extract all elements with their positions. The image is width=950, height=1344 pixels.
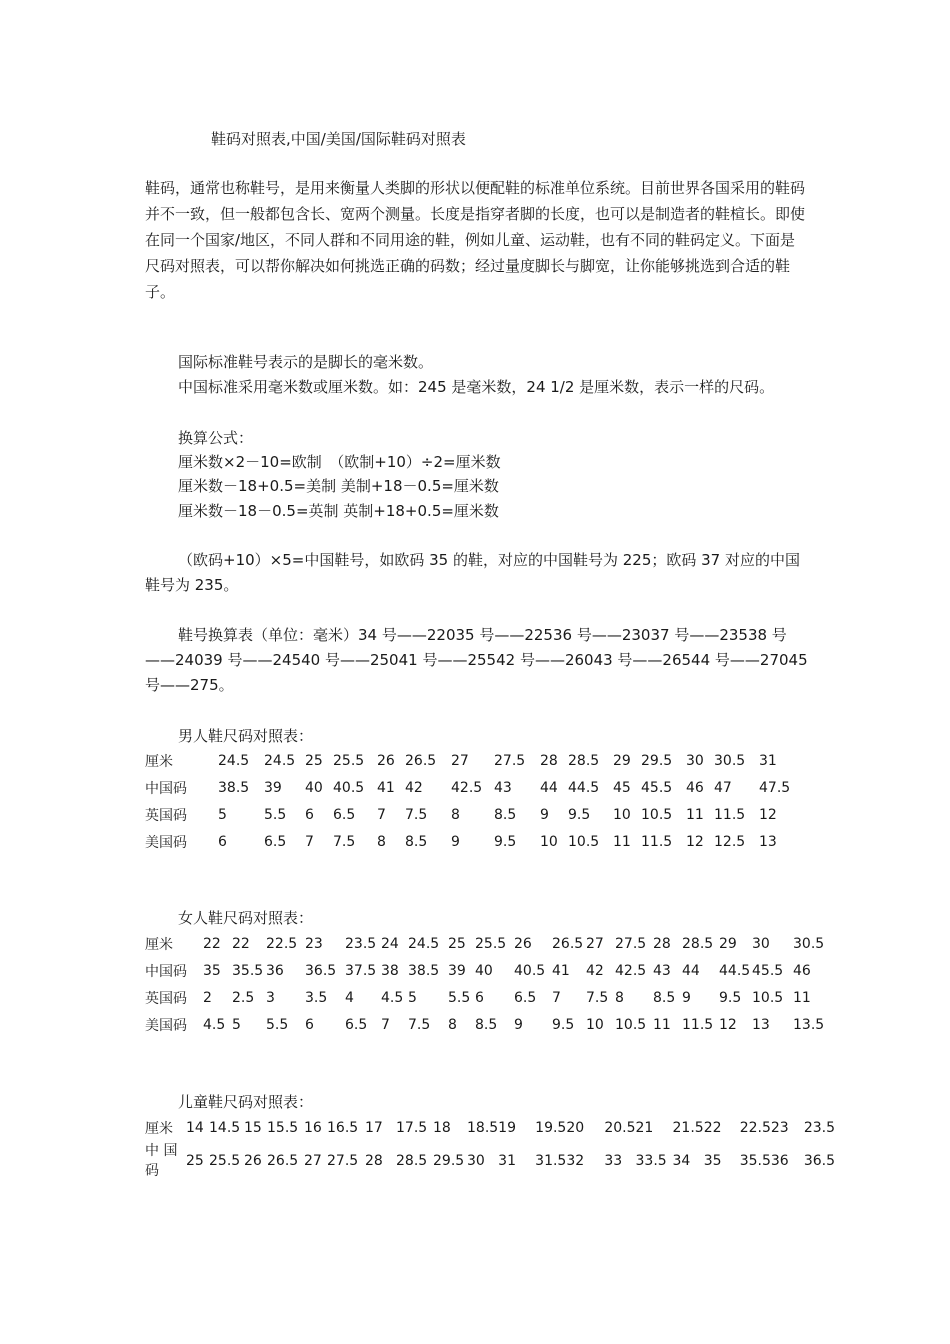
- women-size-table: [145, 930, 825, 1038]
- table-cell: 44.5: [568, 779, 600, 796]
- table-cell: 6: [218, 833, 227, 850]
- table-cell: 30: [752, 935, 770, 952]
- table-cell: 18.5: [467, 1119, 499, 1136]
- table-cell: 7.5: [408, 1016, 431, 1033]
- table-cell: 25: [186, 1153, 204, 1169]
- table-cell: 35.5: [739, 1153, 771, 1169]
- formula-line-1: 厘米数×2－10=欧制 （欧制+10）÷2=厘米数: [178, 453, 501, 471]
- table-cell: 19.5: [535, 1119, 567, 1136]
- row-label: 英国码: [145, 990, 187, 1007]
- intro-paragraph: 鞋码，通常也称鞋号，是用来衡量人类脚的形状以便配鞋的标准单位系统。目前世界各国采用的鞋码并不一致，但一般都包含长、宽两个测量。长度是指穿者脚的长度，也可以是制造者的鞋楦长。即使在同一个国家/地区，不同人群和不同用途的鞋，例如儿童、运动鞋，也有不同的鞋码定义。下面是尺码对照表，可以帮你解决如何挑选正确的码数；经过量度脚长与脚宽，让你能够挑选到合适的鞋子。: [145, 179, 806, 301]
- table-cell: 4: [345, 989, 354, 1006]
- table-cell: 42.5: [615, 962, 647, 979]
- table-cell: 24.5: [408, 935, 440, 952]
- table-cell: 2: [203, 989, 212, 1006]
- table-cell: 26: [514, 935, 532, 952]
- table-cell: 6: [305, 806, 314, 823]
- table-cell: 8: [451, 806, 460, 823]
- table-cell: 3.5: [305, 989, 328, 1006]
- table-cell: 27: [304, 1153, 322, 1169]
- table-cell: 22: [203, 935, 221, 952]
- table-cell: 4.5: [381, 989, 404, 1006]
- table-row: [145, 1114, 835, 1141]
- table-cell: 33: [604, 1153, 623, 1169]
- table-cell: 6: [475, 989, 484, 1006]
- table-cell: 11.5: [714, 806, 746, 823]
- table-cell: 13.5: [793, 1016, 825, 1033]
- table-cell: 23: [305, 935, 323, 952]
- table-cell: 23.5: [803, 1119, 836, 1136]
- table-cell: 12: [759, 806, 777, 823]
- table-row: [145, 930, 825, 957]
- table-cell: 11: [613, 833, 631, 850]
- row-label: 英国码: [145, 807, 187, 824]
- table-cell: 16: [304, 1119, 322, 1136]
- women-table-heading: 女人鞋尺码对照表：: [178, 909, 314, 927]
- table-cell: 35: [203, 962, 221, 979]
- table-cell: 25: [305, 752, 323, 769]
- table-cell: 26: [244, 1153, 262, 1169]
- table-cell: 11: [686, 806, 704, 823]
- table-cell: 9: [514, 1016, 523, 1033]
- row-label: 美国码: [145, 834, 187, 851]
- table-cell: 42: [405, 779, 423, 796]
- table-cell: 28: [540, 752, 558, 769]
- table-cell: 41: [377, 779, 395, 796]
- table-cell: 17.5: [396, 1119, 428, 1136]
- table-cell: 8.5: [494, 806, 517, 823]
- table-cell: 7.5: [586, 989, 609, 1006]
- table-cell: 8.5: [653, 989, 676, 1006]
- table-row: [145, 984, 825, 1011]
- table-cell: 29: [719, 935, 737, 952]
- table-cell: 13: [752, 1016, 770, 1033]
- table-cell: 27.5: [494, 752, 526, 769]
- table-row: [145, 747, 790, 774]
- table-cell: 27: [586, 935, 604, 952]
- cn-standard-line: 中国标准采用毫米数或厘米数。如：245 是毫米数，24 1/2 是厘米数，表示一样的尺码。: [178, 378, 775, 396]
- table-cell: 35: [703, 1153, 722, 1169]
- intl-standard-line: 国际标准鞋号表示的是脚长的毫米数。: [178, 353, 434, 371]
- table-cell: 45.5: [641, 779, 673, 796]
- table-cell: 17: [365, 1119, 383, 1136]
- formula-heading: 换算公式：: [178, 429, 254, 447]
- table-cell: 5.5: [266, 1016, 289, 1033]
- row-label: 厘米: [145, 1120, 173, 1137]
- table-cell: 7: [552, 989, 561, 1006]
- row-label: 中国码: [145, 963, 187, 980]
- table-row: [145, 1011, 825, 1038]
- table-cell: 32: [566, 1153, 585, 1169]
- table-cell: 31: [498, 1153, 516, 1169]
- table-cell: 40: [475, 962, 493, 979]
- table-cell: 5: [408, 989, 417, 1006]
- men-table-heading: 男人鞋尺码对照表：: [178, 727, 314, 745]
- table-cell: 44: [540, 779, 558, 796]
- table-cell: 27.5: [615, 935, 647, 952]
- table-cell: 37.5: [345, 962, 377, 979]
- table-cell: 34: [672, 1153, 691, 1169]
- table-cell: 42.5: [451, 779, 483, 796]
- table-cell: 43: [494, 779, 512, 796]
- table-cell: 8: [377, 833, 386, 850]
- table-cell: 11.5: [641, 833, 673, 850]
- table-cell: 2.5: [232, 989, 255, 1006]
- table-cell: 13: [759, 833, 777, 850]
- table-cell: 28.5: [568, 752, 600, 769]
- men-size-table: [145, 747, 790, 855]
- table-cell: 11: [793, 989, 811, 1006]
- table-cell: 10.5: [568, 833, 600, 850]
- doc-title: 鞋码对照表,中国/美国/国际鞋码对照表: [211, 130, 466, 148]
- table-cell: 28: [653, 935, 671, 952]
- table-cell: 7.5: [333, 833, 356, 850]
- table-cell: 28.5: [396, 1153, 428, 1169]
- eu-to-cn-paragraph: （欧码+10）×5=中国鞋号，如欧码 35 的鞋，对应的中国鞋号为 225；欧码 37 对应的中国鞋号为 235。: [145, 551, 800, 594]
- table-cell: 6.5: [514, 989, 537, 1006]
- table-cell: 9: [540, 806, 549, 823]
- table-cell: 41: [552, 962, 570, 979]
- table-cell: 11.5: [682, 1016, 714, 1033]
- table-cell: 20.5: [604, 1119, 636, 1136]
- row-label: 美国码: [145, 1017, 187, 1034]
- table-cell: 5: [218, 806, 227, 823]
- table-cell: 45: [613, 779, 631, 796]
- row-label: 厘米: [145, 936, 173, 953]
- table-cell: 6.5: [264, 833, 287, 850]
- table-cell: 22: [703, 1119, 722, 1136]
- table-cell: 39: [264, 779, 282, 796]
- table-cell: 14: [186, 1119, 204, 1136]
- table-cell: 19: [498, 1119, 516, 1136]
- table-row: [145, 1141, 835, 1181]
- table-cell: 40.5: [333, 779, 365, 796]
- table-cell: 5.5: [448, 989, 471, 1006]
- table-cell: 24.5: [264, 752, 296, 769]
- table-cell: 45.5: [752, 962, 784, 979]
- table-cell: 27: [451, 752, 469, 769]
- table-cell: 44.5: [719, 962, 751, 979]
- table-cell: 47.5: [759, 779, 791, 796]
- table-cell: 25.5: [209, 1153, 241, 1169]
- table-cell: 11: [653, 1016, 671, 1033]
- table-cell: 22.5: [266, 935, 298, 952]
- conversion-table-paragraph: 鞋号换算表（单位：毫米）34 号——22035 号——22536 号——23037 号——23538 号——24039 号——24540 号——25041 号——25542 号——26043 号——26544 号——27045 号——275。: [145, 626, 808, 694]
- table-cell: 16.5: [327, 1119, 359, 1136]
- table-cell: 15.5: [267, 1119, 299, 1136]
- table-cell: 6.5: [333, 806, 356, 823]
- table-cell: 29.5: [641, 752, 673, 769]
- table-cell: 9: [682, 989, 691, 1006]
- table-cell: 28.5: [682, 935, 714, 952]
- table-cell: 7: [305, 833, 314, 850]
- table-cell: 36.5: [803, 1153, 836, 1169]
- table-cell: 38.5: [218, 779, 250, 796]
- table-cell: 12.5: [714, 833, 746, 850]
- table-cell: 24: [381, 935, 399, 952]
- table-cell: 18: [433, 1119, 451, 1136]
- table-row: [145, 774, 790, 801]
- table-cell: 10: [540, 833, 558, 850]
- table-cell: 35.5: [232, 962, 264, 979]
- table-cell: 30.5: [714, 752, 746, 769]
- table-cell: 25: [448, 935, 466, 952]
- table-cell: 7.5: [405, 806, 428, 823]
- table-cell: 25.5: [475, 935, 507, 952]
- table-cell: 3: [266, 989, 275, 1006]
- table-cell: 31: [759, 752, 777, 769]
- table-cell: 28: [365, 1153, 383, 1169]
- table-cell: 30.5: [793, 935, 825, 952]
- table-cell: 7: [377, 806, 386, 823]
- table-row: [145, 801, 790, 828]
- table-cell: 9: [451, 833, 460, 850]
- table-cell: 24.5: [218, 752, 250, 769]
- table-cell: 27.5: [327, 1153, 359, 1169]
- table-cell: 10.5: [641, 806, 673, 823]
- table-cell: 22: [232, 935, 250, 952]
- table-cell: 12: [719, 1016, 737, 1033]
- table-cell: 8.5: [405, 833, 428, 850]
- formula-line-2: 厘米数－18+0.5=美制 美制+18－0.5=厘米数: [178, 477, 499, 495]
- table-cell: 26.5: [552, 935, 584, 952]
- table-cell: 10.5: [752, 989, 784, 1006]
- kids-table-heading: 儿童鞋尺码对照表：: [178, 1093, 314, 1111]
- table-cell: 31.5: [535, 1153, 567, 1169]
- table-cell: 36: [266, 962, 284, 979]
- row-label: 中国码: [145, 780, 187, 797]
- table-cell: 44: [682, 962, 700, 979]
- table-cell: 4.5: [203, 1016, 226, 1033]
- table-cell: 15: [244, 1119, 262, 1136]
- kids-size-table: [145, 1114, 835, 1181]
- table-cell: 10: [613, 806, 631, 823]
- table-cell: 42: [586, 962, 604, 979]
- table-cell: 10: [586, 1016, 604, 1033]
- table-cell: 25.5: [333, 752, 365, 769]
- table-cell: 7: [381, 1016, 390, 1033]
- table-cell: 9.5: [494, 833, 517, 850]
- table-cell: 26.5: [267, 1153, 299, 1169]
- table-cell: 26: [377, 752, 395, 769]
- table-cell: 33.5: [635, 1153, 667, 1169]
- table-cell: 40.5: [514, 962, 546, 979]
- table-cell: 38.5: [408, 962, 440, 979]
- table-cell: 8.5: [475, 1016, 498, 1033]
- table-cell: 9.5: [568, 806, 591, 823]
- table-cell: 29.5: [433, 1153, 465, 1169]
- table-cell: 23: [770, 1119, 789, 1136]
- table-cell: 22.5: [739, 1119, 771, 1136]
- table-row: [145, 957, 825, 984]
- table-cell: 46: [686, 779, 704, 796]
- table-cell: 30: [467, 1153, 485, 1169]
- table-cell: 21: [635, 1119, 654, 1136]
- table-cell: 36: [770, 1153, 789, 1169]
- table-cell: 43: [653, 962, 671, 979]
- table-cell: 10.5: [615, 1016, 647, 1033]
- table-cell: 6: [305, 1016, 314, 1033]
- row-label: 厘米: [145, 753, 173, 770]
- table-cell: 39: [448, 962, 466, 979]
- table-cell: 14.5: [209, 1119, 241, 1136]
- table-cell: 6.5: [345, 1016, 368, 1033]
- row-label: 中 国 码: [145, 1143, 178, 1179]
- table-cell: 36.5: [305, 962, 337, 979]
- table-row: [145, 828, 790, 855]
- table-cell: 47: [714, 779, 732, 796]
- table-cell: 26.5: [405, 752, 437, 769]
- table-cell: 5: [232, 1016, 241, 1033]
- table-cell: 30: [686, 752, 704, 769]
- table-cell: 46: [793, 962, 811, 979]
- table-cell: 38: [381, 962, 399, 979]
- table-cell: 8: [615, 989, 624, 1006]
- formula-line-3: 厘米数－18－0.5=英制 英制+18+0.5=厘米数: [178, 502, 499, 520]
- table-cell: 5.5: [264, 806, 287, 823]
- table-cell: 21.5: [672, 1119, 704, 1136]
- table-cell: 9.5: [552, 1016, 575, 1033]
- table-cell: 29: [613, 752, 631, 769]
- table-cell: 40: [305, 779, 323, 796]
- table-cell: 23.5: [345, 935, 377, 952]
- table-cell: 8: [448, 1016, 457, 1033]
- table-cell: 20: [566, 1119, 585, 1136]
- table-cell: 12: [686, 833, 704, 850]
- table-cell: 9.5: [719, 989, 742, 1006]
